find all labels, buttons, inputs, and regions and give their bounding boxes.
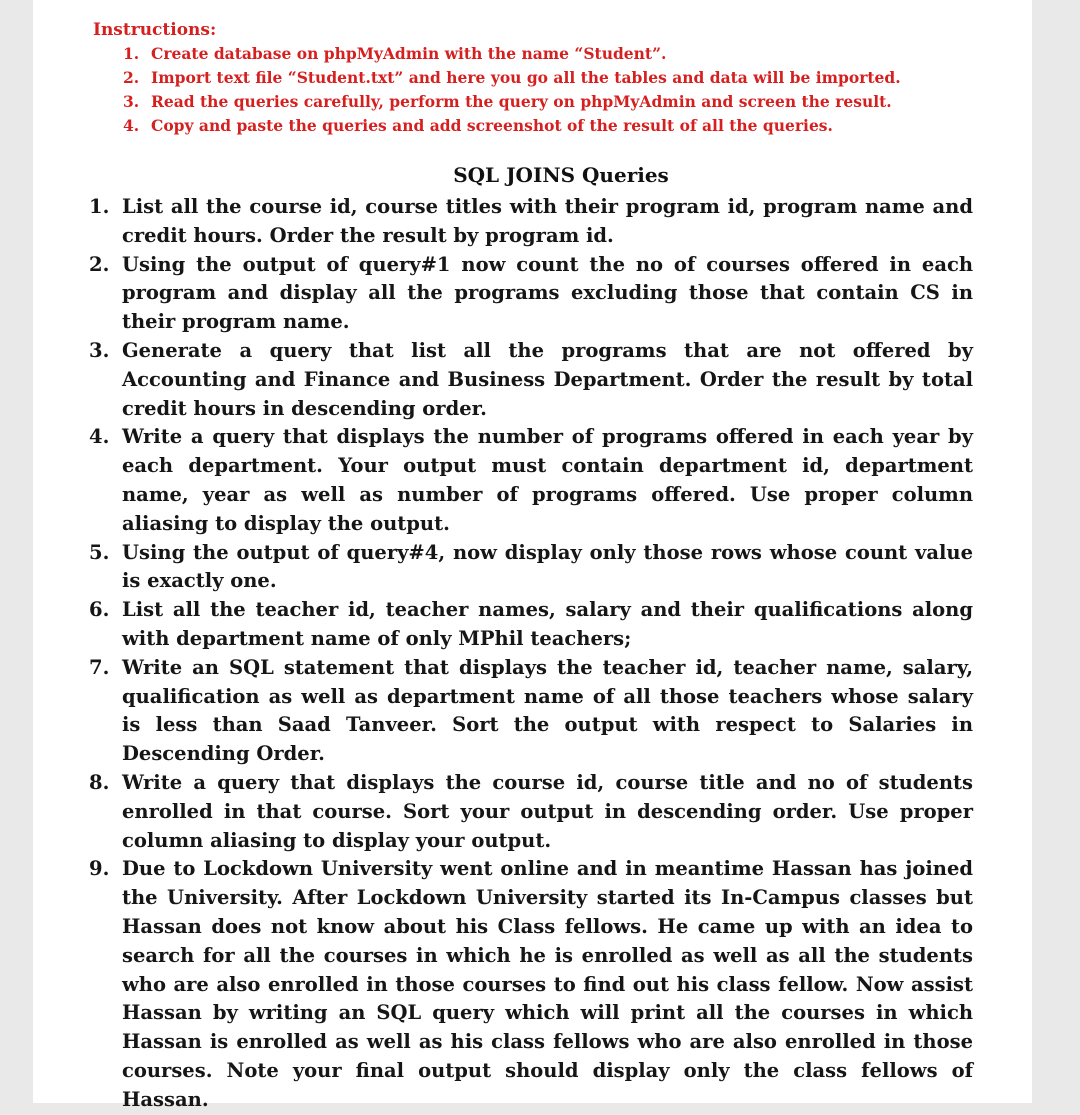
instruction-number: 1. — [123, 44, 140, 63]
query-text: Write an SQL statement that displays the teacher id, teacher name, salary, qualification as well as department name of all those teachers whose salary is less than Saad Tanveer. Sort the output with respect to Salaries in Descending Order. — [122, 655, 973, 766]
query-text: Using the output of query#1 now count the no of courses offered in each program and display all the programs excluding those that contain CS in their program name. — [122, 252, 973, 334]
query-item — [89, 769, 973, 855]
queries-title: SQL JOINS Queries — [453, 163, 669, 187]
query-item — [89, 654, 973, 769]
query-number: 9. — [89, 857, 110, 881]
instruction-text: Read the queries carefully, perform the query on phpMyAdmin and screen the result. — [151, 92, 892, 111]
query-number: 4. — [89, 425, 110, 449]
query-item — [89, 337, 973, 423]
instructions-list — [93, 42, 993, 138]
query-text: Write a query that displays the number of programs offered in each year by each department. Your output must contain department id, department name, year as well as number of programs offered. Use proper column aliasing to display the output. — [122, 425, 973, 535]
instruction-text: Create database on phpMyAdmin with the name “Student”. — [151, 44, 667, 63]
query-text: Write a query that displays the course id, course title and no of students enrolled in that course. Sort your output in descending order. Use proper column aliasing to display your output. — [122, 770, 973, 852]
instruction-number: 3. — [123, 92, 140, 111]
query-number: 8. — [89, 770, 110, 794]
query-number: 7. — [89, 655, 110, 679]
instruction-text: Import text file “Student.txt” and here you go all the tables and data will be imported. — [151, 68, 901, 87]
query-text: List all the course id, course titles with their program id, program name and credit hours. Order the result by program id. — [122, 195, 973, 247]
query-text: Using the output of query#4, now display only those rows whose count value is exactly one. — [122, 540, 973, 593]
query-number: 1. — [89, 195, 110, 218]
instruction-text: Copy and paste the queries and add screenshot of the result of all the queries. — [151, 116, 833, 135]
instruction-item — [93, 66, 993, 90]
query-text: Due to Lockdown University went online and in meantime Hassan has joined the University. After Lockdown University started its In-Campus classes but Hassan does not know about his Class fellows. He came up with an idea to search for all the courses in which he is enrolled as well as all the students who are also enrolled in those courses to find out his class fellow. Now assist Hassan by writing an SQL query which will print all the courses in which Hassan is enrolled as well as his class fellows who are also enrolled in those courses. Note your final output should display only the class fellows of Hassan. — [122, 857, 973, 1111]
instruction-number: 4. — [123, 116, 140, 135]
query-number: 2. — [89, 252, 110, 276]
query-number: 5. — [89, 540, 110, 564]
query-item — [89, 251, 973, 337]
query-item — [89, 539, 973, 597]
query-number: 6. — [89, 598, 110, 622]
query-text: Generate a query that list all the programs that are not offered by Accounting and Finance and Business Department. Order the result by total credit hours in descending order. — [122, 338, 973, 420]
queries-list — [89, 193, 973, 1115]
query-item — [89, 855, 973, 1114]
instruction-item — [93, 90, 993, 114]
query-item — [89, 193, 973, 251]
query-item — [89, 423, 973, 538]
query-text: List all the teacher id, teacher names, salary and their qualifications along with department name of only MPhil teachers; — [122, 598, 973, 650]
document-page — [33, 0, 1032, 1111]
instruction-item — [93, 42, 993, 66]
instruction-number: 2. — [123, 68, 140, 87]
instructions-section — [93, 18, 993, 138]
query-item — [89, 596, 973, 654]
instruction-item — [93, 114, 993, 138]
query-number: 3. — [89, 338, 110, 362]
instructions-heading: Instructions: — [93, 20, 217, 40]
